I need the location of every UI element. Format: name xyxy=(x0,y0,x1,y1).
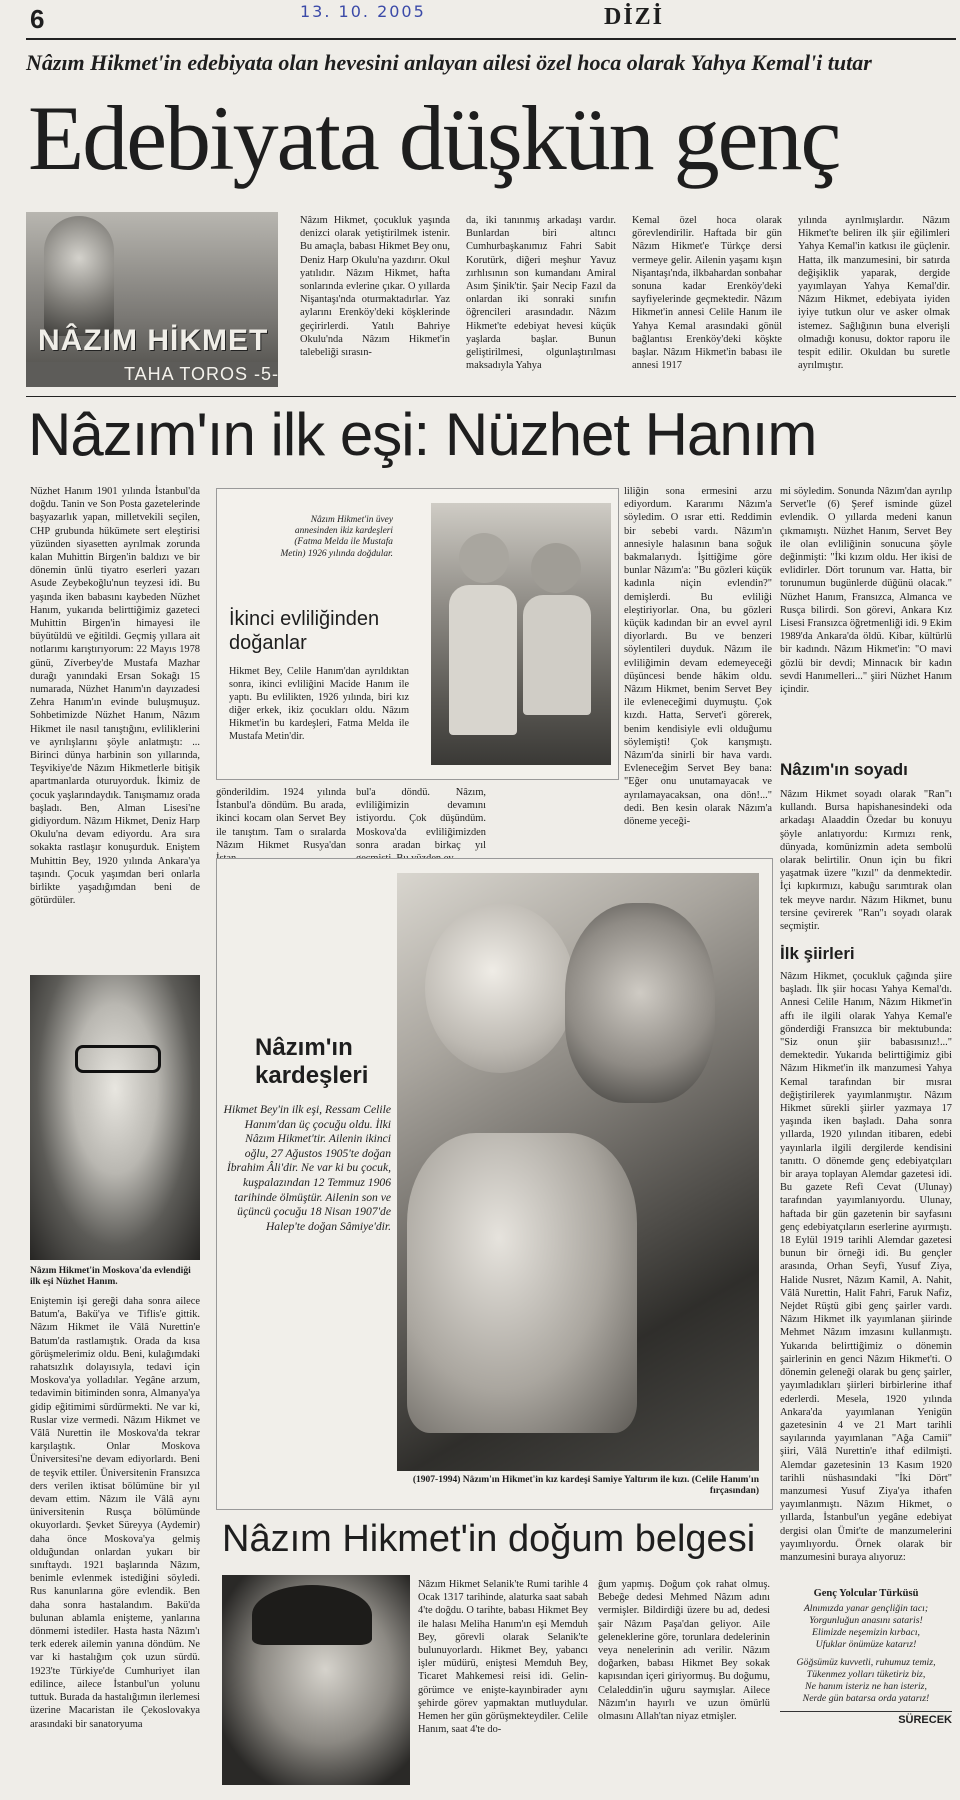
twins-box xyxy=(216,488,619,780)
child-face xyxy=(425,903,575,1073)
twins-subhead: İkinci evliliğinden doğanlar xyxy=(229,608,380,654)
header-rule xyxy=(26,38,956,40)
portrait-illustration xyxy=(44,216,114,336)
child-body-right xyxy=(523,595,591,715)
mid-column-c: liliğin sona ermesini arzu ediyordum. Kararımı Nâzım'a söyledim. O ısrar etti. Reddimin bir sebebi vardı. Nâzım'ın annesiyle halasının bana soğuk bakmalarıydı. İşittiğime göre bunlar Nâzım'a: "Bu gözleri küçük kadınla niçin evlendin?" demişlerdi. Bu evliliği eleştiriyorlar. Ona, bu gözleri küçük kadından bir an evvel ayrıl diyorlardı. Bu ve benzeri söylentileri duyduk. Nâzım ile evliliğimin devam edemeyeceği düşüncesi bende hâkim oldu. Nâzım Hikmet, benim Servet Bey ile evleneceğimi duymuştu. Çok kızdı. Hatta, Servet'i görerek, benim kendisiyle evli olduğumu söylemişti! Çok karışmıştı. Nâzım'da sinirli bir hava vardı. Evleneceğim Servet Bey bana: "Eğer onu unutamayacak ve ayrılamayacaksan, ona dön!..." dedi. Ben kesin olarak Nâzım'a döneme yeceği- xyxy=(624,486,772,828)
glasses-shape xyxy=(75,1045,161,1073)
twins-photo xyxy=(431,503,611,765)
dogum-col-1: Nâzım Hikmet Selanik'te Rumi tarihle 4 Ocak 1317 tarihinde, alaturka saat sabah 4'te doğdu. O tarihte, babası Hikmet Bey ile halası Meliha Hanım'ın eşi Memduh Bey, görevli olarak Selanik'te bulunuyorlardı. Hikmet Bey, yabancı işler müdürü, eniştesi Memduh Bey, Ticaret Mahkemesi reisi idi. Gelin-görümce ve enişte-kayınbirader aynı şehirde görev yapmaktan mutluydular. Hemen her gün görüşmekteydiler. Celile Hanım, saat 4'te do- xyxy=(418,1579,588,1736)
siir-text: Nâzım Hikmet, çocukluk çağında şiire başladı. İlk şiir hocası Yahya Kemal'dı. Annesi Celile Hanım, Nâzım Hikmet'in affı ile ilgili olarak Yahya Kemal'e gönderdiği Fransızca bir mektubunda: "Siz onun şiir babasısınız!..." demektedir. Yukarıda belirttiğimiz gibi Nâzım Hikmet'in ilk manzumesi Yahya Kemal tarafından bir mısraı değiştirilerek yayımlanmıştır. Nâzım Hikmet sürekli şiirler yazmaya 17 yaşında iken başladı. Daha sonra yıllarda, 1920 yılından itibaren, edebi yayınlarla ilgili dergilerde kendisini tanıttı. O dönemde genç edebiyatçıları bir araya toplayan Alemdar gazetesi idi. Bu gazete Refi Cevat (Ulunay) tarafından yayımlanıyordu. Ulunay, haftada bir gün gazetenin bir sayfasını genç edebiyatçıların eserlerine ayırmıştı. 18 Eylül 1919 tarihli Alemdar gazetesi bunun bir örneği idi. Bu gençler arasında, Orhan Seyfi, Yusuf Ziya, Halide Nusret, Nâzım Kamil, A. Nahit, Vâlâ Nurettin, Halit Fahri, Faruk Nafiz, Nejdet Rüştü gibi genç şairler vardı. Nâzım Hikmet ilk yayımlanan şiirinde Mehmet Nâzım imzasını kullanmıştı. Yukarıda belirttiğimiz o dönemin şairlerinin en genci Nâzım Hikmet'ti. O dönemin geleneği olarak bu genç şairler, yayımladıkları şiirleri birbirlerine ithaf ederlerdi. Mesela, 1920 yılında Ankara'da yayımlanan Yenigün gazetesinin 4 ve 21 Mart tarihli sayılarında yayımlanan "Ağa Camii" şiiri, Vâlâ Nurettin'e ithaf edilmişti. Alemdar gazetesinin 13 Kasım 1920 tarihli nüshasındaki "İki Dört" manzumesi Yusuf Ziya'ya ithafen yayımlanmıştı. Nâzım Hikmet, o yıllarda, İstanbul'un yegâne edebiyat dergisi olan Ümit'te de manzumelerini yayımlıyordu. Örnek olarak bir manzumesini buraya alıyoruz: xyxy=(780,971,952,1563)
kardesler-subhead: Nâzım'ın kardeşleri xyxy=(255,1034,369,1089)
top-column-4: yılında ayrılmışlardır. Nâzım Hikmet'te beliren ilk şiir eğilimleri Yahya Kemal'in katkısı ile güçlenir. Hatta, ilk manzumesini, bir satırda değişiklik yaparak, dergide yayımlayan Yahya Kemal'dir. Nâzım Hikmet, edebiyata iyiden iyiye tutkun olur ve asker olmak istemez. Sağlığının buna elverişli olmadığı konusu, doktor raporu ile tespit edilir. Okuldan bu suretle ayrılmıştır. xyxy=(798,215,950,372)
poem-stanza-2: Göğsümüz kuvvetli, ruhumuz temiz, Tükenmez yolları tüketiriz biz, Ne hanım isteriz ne han isteriz, Nerde gün batarsa orda yatarız! xyxy=(796,1657,936,1704)
continued-label: SÜRECEK xyxy=(780,1711,952,1726)
child-body-left xyxy=(449,585,517,735)
left-photo-caption: Nâzım Hikmet'in Moskova'da evlendiği ilk eşi Nüzhet Hanım. xyxy=(30,1266,191,1287)
mid-column-b: bul'a döndü. Nâzım, evliliğimizin devamını istiyordu. Çok düşündüm. Moskova'da evliliğimizden sonra aradan birkaç yıl xyxy=(356,787,486,851)
subhead-soyad: Nâzım'ın soyadı xyxy=(780,760,908,779)
nuzhet-hanim-photo xyxy=(30,975,200,1260)
top-column-3: Kemal özel hoca olarak görevlendirilir. Haftada bir gün Nâzım Hikmet'e Türkçe dersi vermeye gelir. Ailenin yaşamı kışın Nişantaşı'nda, ilkbahardan sonbahar sonuna kadar Erenköy'deki sayfiyelerinde geçmektedir. Nâzım Hikmet'in annesi Celile Hanım ile Yahya Kemal arasındaki gönül bağlantısı Erenköy'deki köşkte başlar. Nâzım Hikmet'in babası ile annesi 1917 xyxy=(632,215,782,372)
mother-face xyxy=(565,903,715,1103)
page-number: 6 xyxy=(30,4,45,34)
kardesler-box xyxy=(216,858,773,1510)
series-title: NÂZIM HİKMET xyxy=(38,324,269,357)
child-body xyxy=(407,1133,637,1433)
headline: Edebiyata düşkün genç xyxy=(28,87,840,189)
series-logo xyxy=(26,212,278,387)
section-label: DİZİ xyxy=(604,4,665,30)
soyad-text: Nâzım Hikmet soyadı olarak "Ran"ı kullandı. Bursa hapishanesindeki oda arkadaşı Alaaddin Özedar bu konuyu şöyle anlatıyordu: Kırmızı renk, dünyada, komünizmin adeta sembolü olarak belirtilir. Onun için bu fikri yaşatmak üzere "kızıl" da denmektedir. İçi kıpkırmızı, kabuğu sarımtırak olan tek meyve nardır. Nâzım Hikmet, bunu tersine çevirerek "Ran"ı soyadı olarak seçmiştir. xyxy=(780,789,952,933)
poem xyxy=(780,1588,952,1726)
mid-column-a: gönderildim. 1924 yılında İstanbul'a döndüm. Bu arada, ikinci kocam olan Servet Bey ile tanıştım. Tam o sıralarda Nâzım Hikmet Rusya'dan xyxy=(216,787,346,851)
top-column-1: Nâzım Hikmet, çocukluk yaşında denizci olarak yetiştirilmek istenir. Bu amaçla, babası Hikmet Bey onu, Deniz Harp Okulu'na yazdırır. Okul yatılıdır. Nâzım Hikmet, hafta sonlarında evlerine çıkar. O yıllarda Nişantaşı'nda oturmaktadırlar. Yaz aylarını Erenköy'deki köşklerinde geçirirlerdi. Yatılı Bahriye Okulu'nda Nâzım Hikmet'in talebeliği sırasın- xyxy=(300,215,450,359)
painting xyxy=(397,873,759,1471)
painting-caption: (1907-1994) Nâzım'ın Hikmet'in kız kardeşi Samiye Yaltırım ile kızı. (Celile Hanım'ın fırçasından) xyxy=(412,1475,759,1496)
right-column-top: mi söyledim. Sonunda Nâzım'dan ayrılıp Servet'le (6) Şeref isminde güzel evlendik. O yıllarda medeni kanun çıkmamıştı. Nüzhet Hanım, Servet Bey ile olan evliliğinin sonucuna şöyle değinmişti: "İki kızım oldu. Her ikisi de evlidirler. Dört torunum var. Hatta, bir torunumun bugünlerde düğünü olacak." Nüzhet Hanım, Fransızca, Almanca ve Rusça bilirdi. Son görevi, Ankara Kız Lisesi Fransızca öğretmenliği idi. 9 Ekim 1989'da Ankara'da öldü. Kibar, kültürlü bir kadındı. Nâzım Hikmet'in: "O mavi gözlü bir devdi; Minnacık bir kadın sevdi Hanımelleri..." şiiri Nüzhet Hanım içindir. xyxy=(780,486,952,696)
handwritten-date: 13. 10. 2005 xyxy=(300,2,426,21)
nazim-hikmet-photo xyxy=(222,1575,410,1785)
series-byline: TAHA TOROS -5- xyxy=(124,364,280,384)
twins-caption: Nâzım Hikmet'in üvey annesinden ikiz kardeşleri (Fatma Melda ile Mustafa Metin) 1926 yılında doğdular. xyxy=(280,515,393,559)
poem-stanza-1: Alnımızda yanar gençliğin tacı; Yorgunluğun anasını sataris! Elimizde neşemizin kırbacı, Ufuklar önümüze katarız! xyxy=(803,1603,929,1650)
top-column-2: da, iki tanınmış arkadaşı vardır. Bunlardan biri altıncı Cumhurbaşkanımız Fahri Sabit Korutürk, diğeri meşhur Yavuz zırhlısının son kumandanı Amiral Asım Şinik'tir. Şair Necip Fazıl da onlardan iki sonraki sınıfın öğrencileri arasındadır. Nâzım Hikmet'te edebiyat hevesi küçük yaşlarda başlar. Bunun geliştirilmesi, olgunlaştırılması maksadıyla Yahya xyxy=(466,215,616,372)
divider xyxy=(26,396,956,397)
left-column-1: Nüzhet Hanım 1901 yılında İstanbul'da doğdu. Tanin ve Son Posta gazetelerinde başyazarlık yapan, milletvekili seçilen, CHP grubunda hükümete sert eleştirisi yüzünden siyasetten ayrılmak zorunda kalan Muhittin Birgen'in baldızı ve bir dönemin ünlü tiyatro eserleri yazarı Asude Zeybekoğlu'nun teyzesi idi. Bu yaşında iken babasını kaybeden Nüzhet Hanım, yukarıda belirttiğimiz gazeteci Muhittin Birgen'in himayesi ile büyütüldü ve eğitildi. Geçmiş yıllara ait notlarımı karıştırıyorum: 22 Mayıs 1978 günü, Zíverbey'de Mustafa Mazhar durağı yanındaki Ersan Sokağı 15 numarada, Nüzhet Hanım'ın dayızadesi Zehra Hanım'ın evinde buluşmuşuz. Sohbetimizde Nüzhet Hanım, Nâzım Hikmet ile nasıl tanıştığını, evliliklerini ve ayrılışlarını şöyle anlatmıştı: ... Birinci dünya harbinin son yıllarında, Teşvikiye'de Nâzım Hikmetlerle bitişik apartmanlarda oturuyorduk. İkimiz de çocuk yaşlarındaydık. Tanışmamız orada başladı. Ben, Alman Lisesi'ne gidiyordum. Nâzım Hikmet, Deniz Harp Okulu'na devam ediyordu. Ara sıra sokakta rastlaşır konuşurduk. Eniştem Muhittin Bey, 1920 yılında Ankara'ya taşındı. Çocuk yaşımdan beri onlarla birlikte yaşadığımdan beni de götürdüler. xyxy=(30,486,200,907)
kicker: Nâzım Hikmet'in edebiyata olan hevesini anlayan ailesi özel hoca olarak Yahya Kemal'i tutar xyxy=(26,50,872,75)
hair-shape xyxy=(252,1585,372,1645)
dogum-col-2: ğum yapmış. Doğum çok rahat olmuş. Bebeğe dedesi Mehmed Nâzım adını vermişler. Bildirdiği üzere bu ad, dedesi şair Nâzım Paşa'dan geliyor. Aile geleneklerine göre, torunlara dedelerinin veya nenelerinin adı verilir. Nâzım doğarken, babası Hikmet Bey sokak kapısından içeri giriyormuş. Bu doğumu, Celaleddin'in uğuru saymışlar. Ailece Nâzım'ın hayırlı ve uzun ömürlü olmasını Allah'tan niyaz etmişler. xyxy=(598,1579,770,1723)
child-head-right xyxy=(531,543,581,593)
kardesler-text: Hikmet Bey'in ilk eşi, Ressam Celile Hanım'dan üç çocuğu oldu. İlki Nâzım Hikmet'tir. Ailenin ikinci oğlu, 27 Ağustos 1905'te doğan İbrahim Âli'dir. Ne var ki bu çocuk, kuşpalazından 12 Temmuz 1906 tarihinde ölmüştür. Ailenin son ve üçüncü çocuğu 18 Nisan 1907'de Halep'te doğan Sâmiye'dir. xyxy=(223,1103,391,1233)
left-column-2: Eniştemin işi gereği daha sonra ailece Batum'a, Bakü'ya ve Tiflis'e gittik. Nâzım Hikmet ile Vâlâ Nurettin'e Batum'da rastlamıştık. Orada da kısa görüşmelerimiz oldu. Beni, kulağımdaki rahatsızlık dolayısıyla, tedavi için Moskova'ya yolladılar. Yegâne arzum, tedavimin bitiminden sonra, Almanya'ya gidip eğitimimi sürdürmekti. Ne var ki, Ruslar vize vermedi. Nâzım Hikmet ve Vâlâ Nurettin ile Moskova'da tekrar karşılaştık. Onlar Moskova Üniversitesi'ne devam ediyorlardı. Beni de teşvik ettiler. Üniversitenin Fransızca ders verilen iktisat bölümüne bir yıl devam ettim. Nâzım ile Vâlâ aynı üniversitenin Rusça bölümünde okuyorlardı. Şevket Süreyya (Aydemir) daha önce Moskova'ya gelmiş olduğundan onlardan yukarı bir sınıftaydı. 1921 başlarında Nâzım, benimle evlenmek istediğini söyledi. Rus kanunlarına göre evlendik. Ben daha sonra hastalandım. Bakü'da bulunan ablamla enişteme, yanlarına dönmemi istediler. Hasta hasta Nâzım'ı terk ederek ailemin yanına döndüm. Ne var ki hastalığım çok uzun sürdü. 1923'te Türkiye'de Cumhuriyet ilan edilince, ailece İstanbul'un yolunu tuttuk. Burada da hastalığımın ilerlemesi üzerine Macaristan ile Çekoslovakya arasındaki bir sanatoryuma xyxy=(30,1296,200,1730)
child-head-left xyxy=(459,533,509,583)
poem-title: Genç Yolcular Türküsü xyxy=(813,1588,919,1599)
second-headline: Nâzım'ın ilk eşi: Nüzhet Hanım xyxy=(28,401,817,468)
subhead-ilk-siirleri: İlk şiirleri xyxy=(780,944,855,963)
twins-text: Hikmet Bey, Celile Hanım'dan ayrıldıktan sonra, ikinci evliliğini Macide Hanım ile yaptı. Bu evlilikten, 1926 yılında, biri kız diğer erkek, ikiz çocukları oldu. Nâzım Hikmet'in bu kardeşleri, Fatma Melda ile Mustafa Metin'dir. xyxy=(229,666,409,742)
dogum-subhead: Nâzım Hikmet'in doğum belgesi xyxy=(222,1518,756,1560)
